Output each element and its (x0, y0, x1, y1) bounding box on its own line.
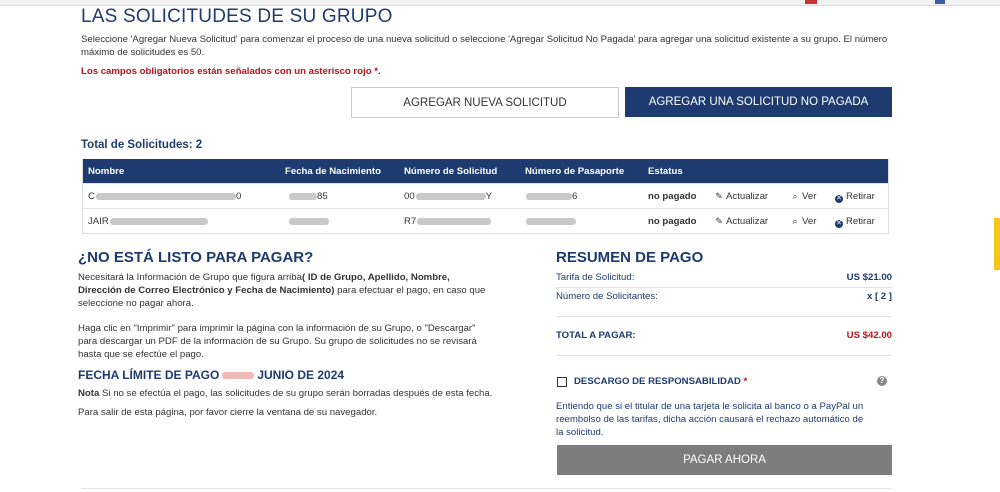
redacted-text (526, 218, 576, 225)
passport-number (525, 216, 576, 227)
total-label: TOTAL A PAGAR: (556, 330, 636, 341)
deadline-label: FECHA LÍMITE DE PAGO (78, 368, 220, 382)
disclaimer-text: Entiendo que si el titular de una tarjeta le solicita al banco o a PayPal un reembolso de las tarifas, dicha acción causará el rechazo automático de la solicitud. (556, 401, 864, 438)
total-value: US $42.00 (846, 330, 892, 341)
remove-link[interactable] (835, 216, 875, 228)
divider (556, 316, 892, 317)
redacted-text (222, 372, 254, 379)
divider (556, 287, 892, 288)
divider (556, 355, 892, 356)
total-row (556, 330, 892, 341)
view-label: Ver (802, 191, 817, 202)
top-strip-mark (805, 0, 817, 4)
view-link[interactable] (790, 191, 816, 202)
deadline-date: JUNIO DE 2024 (257, 368, 345, 382)
table-row (83, 183, 888, 208)
close-circle-icon: ✕ (836, 195, 842, 202)
disclaimer-label (574, 376, 747, 387)
fee-value: US $21.00 (846, 272, 892, 283)
feedback-side-tab[interactable] (994, 218, 1000, 270)
not-ready-heading: ¿NO ESTÁ LISTO PARA PAGAR? (78, 249, 314, 266)
add-new-application-button[interactable]: AGREGAR NUEVA SOLICITUD (351, 87, 619, 118)
intro-text: Seleccione 'Agregar Nueva Solicitud' para comenzar el proceso de una nueva solicitud o seleccione 'Agregar Solicitud No Pagada' para agregar una solicitud existente a su grupo. El número máximo de solicitudes es 50. (81, 34, 888, 58)
application-number (404, 216, 491, 227)
fee-label: Tarifa de Solicitud: (556, 272, 635, 283)
name-visible-suffix: 0 (235, 191, 242, 202)
passport-visible-part: 6 (572, 191, 578, 202)
required-asterisk: * (743, 376, 748, 387)
update-label: Actualizar (726, 216, 769, 227)
redacted-text (110, 218, 208, 225)
redacted-text (417, 218, 491, 225)
info-text-end: para efectuar el pago, en caso que seleccione no pagar ahora. (78, 285, 486, 309)
redacted-text (526, 193, 572, 200)
disclaimer-checkbox[interactable] (557, 377, 567, 387)
application-fee-row (556, 272, 892, 283)
deadline-note (78, 388, 492, 399)
payment-deadline (78, 368, 344, 382)
payment-summary-heading: RESUMEN DE PAGO (556, 249, 704, 266)
applicant-dob (288, 191, 328, 202)
top-strip-mark (935, 0, 945, 4)
add-unpaid-application-button[interactable]: AGREGAR UNA SOLICITUD NO PAGADA (625, 87, 892, 117)
applicants-count-row (556, 291, 892, 302)
note-text: Si no se efectúa el pago, las solicitudes de su grupo serán borradas después de esta fecha. (99, 388, 493, 399)
redacted-text (96, 193, 236, 200)
pencil-icon: ✎ (715, 216, 723, 226)
info-text: Necesitará la Información de Grupo que figura arriba (78, 272, 302, 283)
view-link[interactable] (790, 216, 816, 227)
remove-label: Retirar (846, 216, 875, 227)
status-badge: no pagado (648, 191, 697, 202)
pay-now-button[interactable]: PAGAR AHORA (557, 445, 892, 475)
applicants-value: x [ 2 ] (866, 291, 892, 302)
remove-label: Retirar (846, 191, 875, 202)
note-label: Nota (78, 388, 100, 399)
question-circle-icon[interactable]: ? (877, 376, 887, 386)
dob-visible-part: 85 (317, 191, 328, 202)
pencil-icon: ✎ (715, 191, 723, 201)
app-number-visible-part: R7 (404, 216, 417, 227)
status-badge: no pagado (648, 216, 697, 227)
redacted-text (289, 218, 329, 225)
total-applications: Total de Solicitudes: 2 (81, 139, 203, 151)
update-link[interactable] (714, 191, 768, 202)
column-header-app-number: Número de Solicitud (404, 166, 498, 177)
app-number-visible-suffix: Y (485, 191, 493, 202)
disclaimer-title: DESCARGO DE RESPONSABILIDAD (574, 376, 741, 387)
applications-table (82, 159, 889, 234)
redacted-text (416, 193, 486, 200)
column-header-passport: Número de Pasaporte (525, 166, 625, 177)
name-visible-part: C (88, 191, 95, 202)
redacted-text (289, 193, 317, 200)
exit-instructions: Para salir de esta página, por favor cierre la ventana de su navegador. (78, 407, 378, 418)
applicant-name (88, 191, 241, 202)
search-icon: ⌕ (792, 191, 798, 201)
search-icon: ⌕ (792, 216, 798, 226)
column-header-status: Estatus (648, 166, 683, 177)
column-header-name: Nombre (88, 166, 125, 177)
remove-link[interactable] (835, 191, 875, 203)
info-required-fields: ( ID de Grupo, Apellido, Nombre, Dirección de Correo Electrónico y Fecha de Nacimiento) (78, 272, 450, 296)
table-row (83, 208, 888, 233)
close-circle-icon: ✕ (836, 220, 842, 227)
name-visible-part: JAIR (88, 216, 109, 227)
applicant-name (88, 216, 208, 227)
page-title: LAS SOLICITUDES DE SU GRUPO (81, 6, 393, 27)
not-ready-info (78, 271, 486, 310)
applicant-dob (288, 216, 329, 227)
view-label: Ver (802, 216, 817, 227)
applicants-label: Número de Solicitantes: (556, 291, 658, 302)
update-label: Actualizar (726, 191, 769, 202)
disclaimer-row (556, 375, 892, 389)
print-download-info: Haga clic en "Imprimir" para imprimir la página con la información de su Grupo, o "Descargar" para descargar un PDF de la información de su Grupo. Su grupo de solicitudes no se revisará hasta que se efectúe el pago. (78, 323, 477, 360)
column-header-dob: Fecha de Nacimiento (285, 166, 381, 177)
passport-number (525, 191, 577, 202)
required-fields-note: Los campos obligatorios están señalados con un asterisco rojo *. (81, 66, 381, 77)
update-link[interactable] (714, 216, 768, 227)
application-number (404, 191, 492, 202)
footer-divider (81, 488, 892, 489)
app-number-visible-part: 00 (404, 191, 415, 202)
table-header (83, 159, 888, 183)
